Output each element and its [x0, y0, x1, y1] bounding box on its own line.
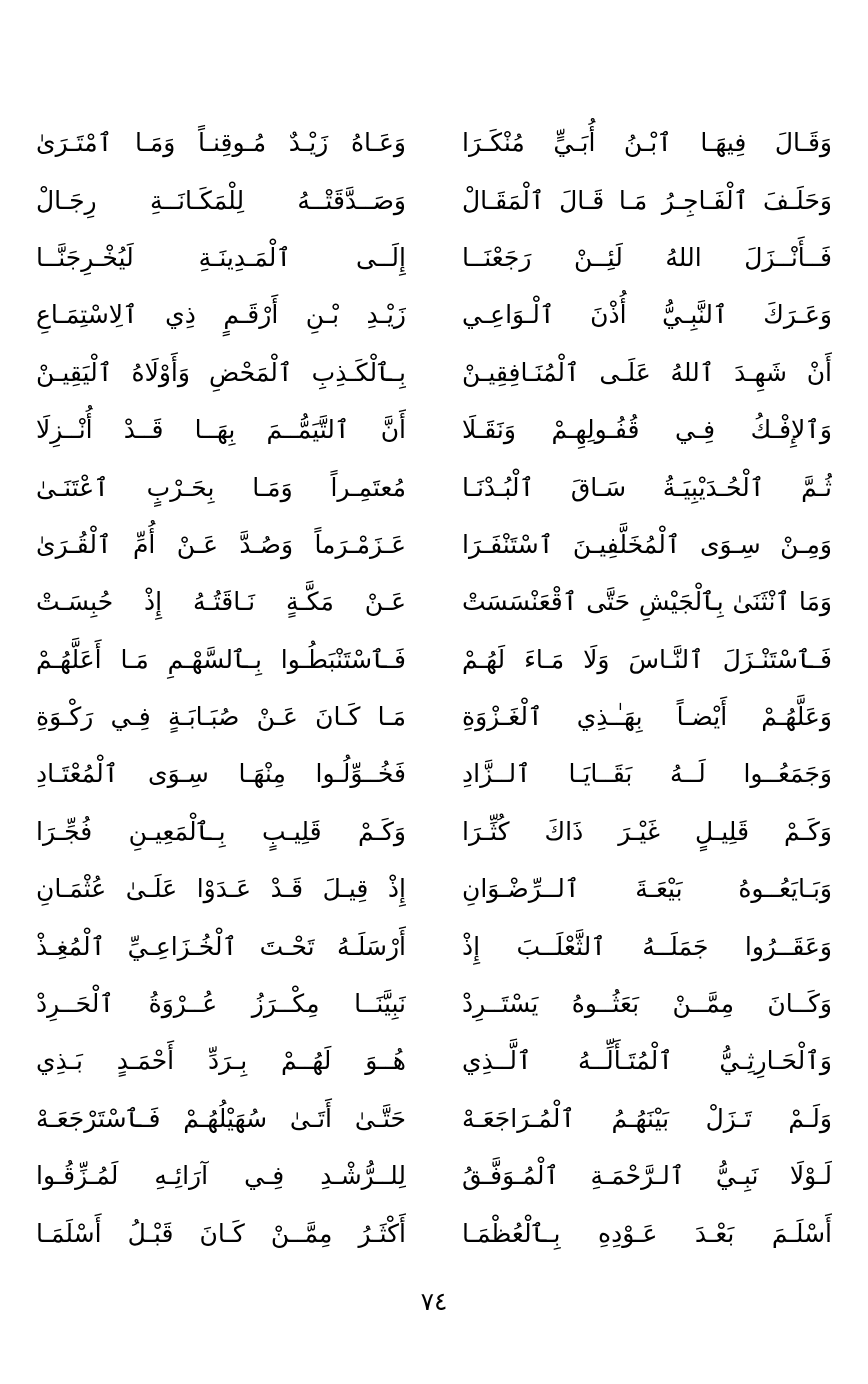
poem-verses [36, 114, 832, 1274]
verse-line [36, 171, 832, 228]
first-hemistich: وَمَا ٱنْثَنَىٰ بِٱلْجَيْشِ حَتَّى ٱقْعَنْسَسَتْ [462, 587, 832, 617]
first-hemistich: فَــأَنْــزَلَ اللهُ لَئِــنْ رَجَعْنَــا [462, 242, 832, 272]
verse-line [36, 860, 832, 917]
first-hemistich: وَٱلْحَـارِثِـيُّ ٱلْمُتَـأَلِّــهُ ٱلَّــذِي [462, 1046, 832, 1076]
second-hemistich: عَـنْ مَكَّـةٍ نَـاقَتُـهُ إِذْ حُبِسَـتْ [36, 587, 406, 617]
verse-line [36, 745, 832, 802]
second-hemistich: عَـزَمْـرَماً وَصُـدَّ عَـنْ أُمِّ ٱلْقُـرَىٰ [36, 529, 406, 559]
first-hemistich: أَسْلَـمَ بَعْـدَ عَـوْدِهِ بِـٱلْعُظْمَـا [462, 1218, 832, 1248]
first-hemistich: وَكَــانَ مِمَّــنْ بَعَثُــوهُ يَسْتَــرِدْ [462, 989, 832, 1019]
second-hemistich: أَكْثَـرُ مِمَّــنْ كَـانَ قَبْـلُ أَسْلَمَـا [36, 1218, 406, 1248]
verse-line [36, 688, 832, 745]
second-hemistich: بِـٱلْكَـذِبِ ٱلْمَحْضِ وَأَوْلَاهُ ٱلْيَقِيـنْ [36, 357, 406, 387]
verse-line [36, 1147, 832, 1204]
first-hemistich: وَقَـالَ فِيهَـا ٱبْـنُ أُبَـيٍّ مُنْكَـرَا [462, 128, 832, 158]
verse-line [36, 229, 832, 286]
first-hemistich: أَنْ شَهِـدَ ٱللهُ عَلَـى ٱلْمُنَـافِقِيـنْ [462, 357, 832, 387]
first-hemistich: وَعَقَــرُوا جَمَلَــهُ ٱلثَّعْلَــبَ إِذْ [462, 931, 832, 961]
verse-line [36, 975, 832, 1032]
first-hemistich: وَعَـرَكَ ٱلنَّبِـيُّ أُذْنَ ٱلْـوَاعِـي [462, 300, 832, 330]
second-hemistich: هُــوَ لَهُــمْ بِـرَدِّ أَحْمَـدٍ بَـذِي [36, 1046, 406, 1076]
verse-line [36, 1204, 832, 1261]
second-hemistich: أَنَّ ٱلتَّيَمُّــمَ بِهَــا قَــدْ أُنْــزِلَا [36, 415, 406, 445]
verse-line [36, 516, 832, 573]
second-hemistich: إِلَــى ٱلْمَـدِينَـةِ لَيُخْـرِجَنَّــا [36, 242, 406, 272]
verse-line [36, 344, 832, 401]
second-hemistich: لِلــرُّشْـدِ فِـي آرَائِـهِ لَمُـزِّقُـوا [36, 1161, 406, 1191]
second-hemistich: فَخُــوِّلُـوا مِنْهَـا سِـوَى ٱلْمُعْتَـادِ [36, 759, 406, 789]
first-hemistich: فَـٱسْتَنْـزَلَ ٱلنَّـاسَ وَلَا مَـاءَ لَهُـمْ [462, 644, 832, 674]
first-hemistich: ثُـمَّ ٱلْحُـدَيْبِيَـةُ سَـاقَ ٱلْبُـدْنَـا [462, 472, 832, 502]
verse-line [36, 1090, 832, 1147]
second-hemistich: زَيْـدِ بْـنِ أَرْقَـمٍ ذِي ٱلِاسْتِمَـاعِ [36, 300, 406, 330]
first-hemistich: وَلَـمْ تَـزَلْ بَيْنَهُـمُ ٱلْمُـرَاجَعَـهْ [462, 1103, 832, 1133]
first-hemistich: وَجَمَعُــوا لَــهُ بَقَــايَـا ٱلــزَّادِ [462, 759, 832, 789]
first-hemistich: وَحَلَـفَ ٱلْفَـاجِـرُ مَـا قَـالَ ٱلْمَقَـالْ [462, 185, 832, 215]
verse-line [36, 458, 832, 515]
second-hemistich: أَرْسَلَـهُ تَحْـتَ ٱلْخُـزَاعِـيِّ ٱلْمُغِـذْ [36, 931, 406, 961]
first-hemistich: لَـوْلَا نَبِـيُّ ٱلـرَّحْمَـةِ ٱلْمُـوَفَّـقُ [462, 1161, 832, 1191]
verse-line [36, 573, 832, 630]
first-hemistich: وَٱلإِفْـكُ فِـي قُفُـولِهِـمْ وَنَقَـلَا [462, 415, 832, 445]
first-hemistich: وَبَـايَعُــوهُ بَيْعَـةَ ٱلــرِّضْـوَانِ [462, 874, 832, 904]
verse-line [36, 803, 832, 860]
page-number: ٧٤ [420, 1287, 448, 1316]
verse-line [36, 286, 832, 343]
verse-line [36, 1032, 832, 1089]
verse-line [36, 917, 832, 974]
first-hemistich: وَعَلَّهُـمْ أَيْضـاً بِهَـٰـذِي ٱلْغَـزْوَةِ [462, 702, 832, 732]
second-hemistich: وَكَـمْ قَلِيـبٍ بِـٱلْمَعِيـنِ فُجِّـرَا [36, 816, 406, 846]
second-hemistich: وَعَـاهُ زَيْـدٌ مُـوقِنـاً وَمَـا ٱمْتَـرَىٰ [36, 128, 406, 158]
first-hemistich: وَمِـنْ سِـوَى ٱلْمُخَلَّفِيـنَ ٱسْتَنْفَـرَا [462, 529, 832, 559]
second-hemistich: مَـا كَـانَ عَـنْ صُبَـابَـةٍ فِـي رَكْـوَةِ [36, 702, 406, 732]
second-hemistich: نَبِيَّنَــا مِكْــرَزُ عُــرْوَةُ ٱلْحَــرِدْ [36, 989, 406, 1019]
second-hemistich: إِذْ قِيـلَ قَـدْ عَـدَوْا عَلَـىٰ عُثْمَـانِ [36, 874, 406, 904]
second-hemistich: حَتَّـىٰ أَتَـىٰ سُهَيْلُهُـمْ فَـٱسْتَرْجَعَـهْ [36, 1103, 406, 1133]
verse-line [36, 114, 832, 171]
verse-line [36, 401, 832, 458]
verse-line [36, 631, 832, 688]
first-hemistich: وَكَـمْ قَلِيـلٍ غَيْـرَ ذَاكَ كُثِّـرَا [462, 816, 832, 846]
second-hemistich: فَـٱسْتَنْبَطُـوا بِـٱلسَّهْـمِ مَـا أَعَلَّهُـمْ [36, 644, 406, 674]
second-hemistich: مُعتَمِـراً وَمَـا بِحَـرْبٍ ٱعْتَنَـىٰ [36, 472, 406, 502]
second-hemistich: وَصَــدَّقَتْــهُ لِلْمَكَـانَــةِ رِجَـالْ [36, 185, 406, 215]
